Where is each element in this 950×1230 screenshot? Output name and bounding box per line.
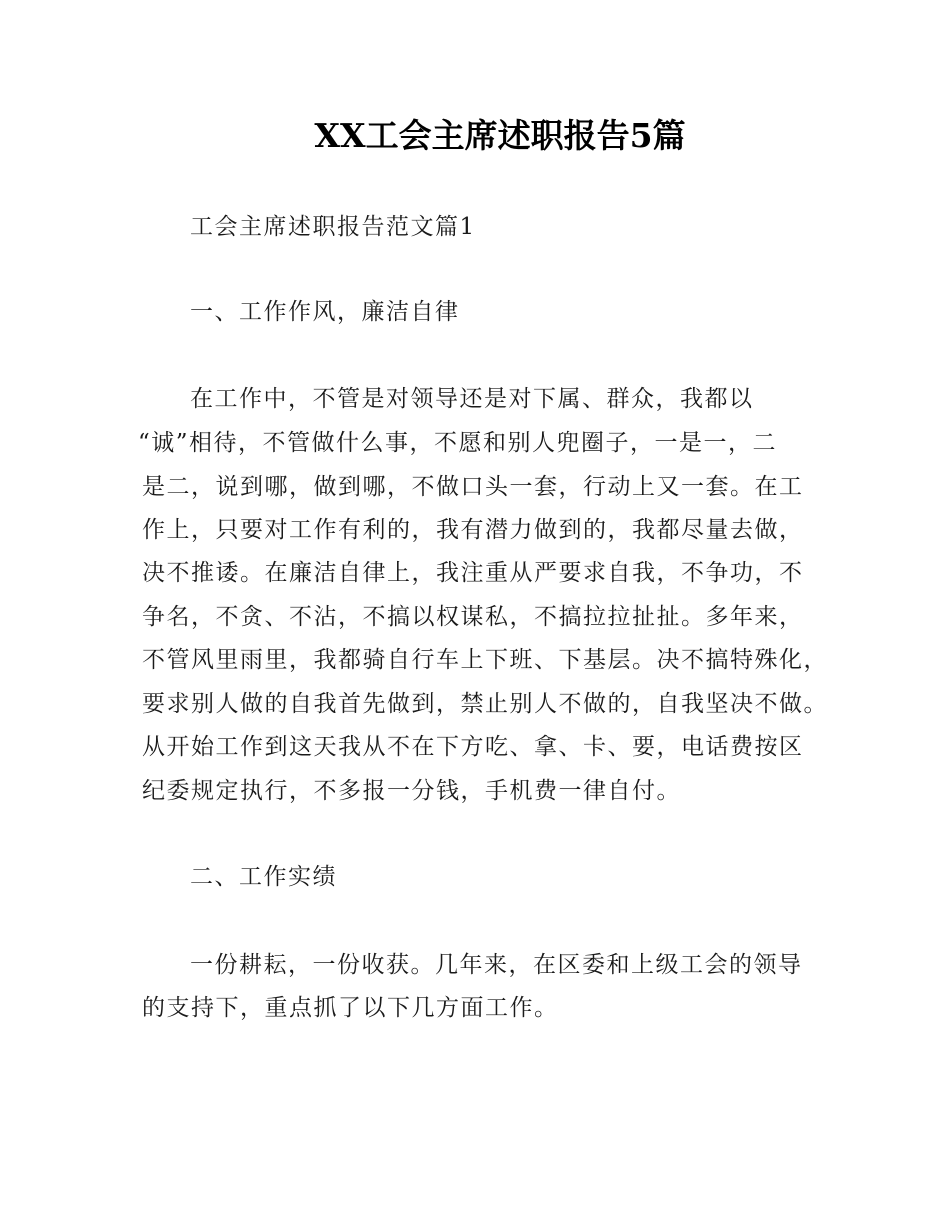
section-heading-work-results: 二、工作实绩 [190,864,337,890]
paragraph-line: “诚”相待，不管做什么事，不愿和别人兜圈子，一是一，二 [138,430,778,456]
document-subtitle: 工会主席述职报告范文篇1 [190,214,476,240]
paragraph-line: 争名，不贪、不沾，不搞以权谋私，不搞拉拉扯扯。多年来， [142,604,804,630]
paragraph-line: 是二，说到哪，做到哪，不做口头一套，行动上又一套。在工 [142,474,804,500]
paragraph-line: 纪委规定执行，不多报一分钱，手机费一律自付。 [142,778,681,804]
paragraph-line: 一份耕耘，一份收获。几年来，在区委和上级工会的领导 [190,952,803,978]
paragraph-line: 要求别人做的自我首先做到，禁止别人不做的，自我坚决不做。 [142,691,828,717]
paragraph-line: 的支持下，重点抓了以下几方面工作。 [142,995,559,1021]
paragraph-line: 不管风里雨里，我都骑自行车上下班、下基层。决不搞特殊化， [142,647,828,673]
paragraph-line: 从开始工作到这天我从不在下方吃、拿、卡、要，电话费按区 [142,734,804,760]
paragraph-line: 决不推诿。在廉洁自律上，我注重从严要求自我，不争功，不 [142,560,804,586]
paragraph-line: 在工作中，不管是对领导还是对下属、群众，我都以 [190,386,754,412]
paragraph-line: 作上，只要对工作有利的，我有潜力做到的，我都尽量去做， [142,517,804,543]
section-heading-work-style: 一、工作作风，廉洁自律 [190,299,460,325]
document-title: XX工会主席述职报告5篇 [314,116,686,155]
